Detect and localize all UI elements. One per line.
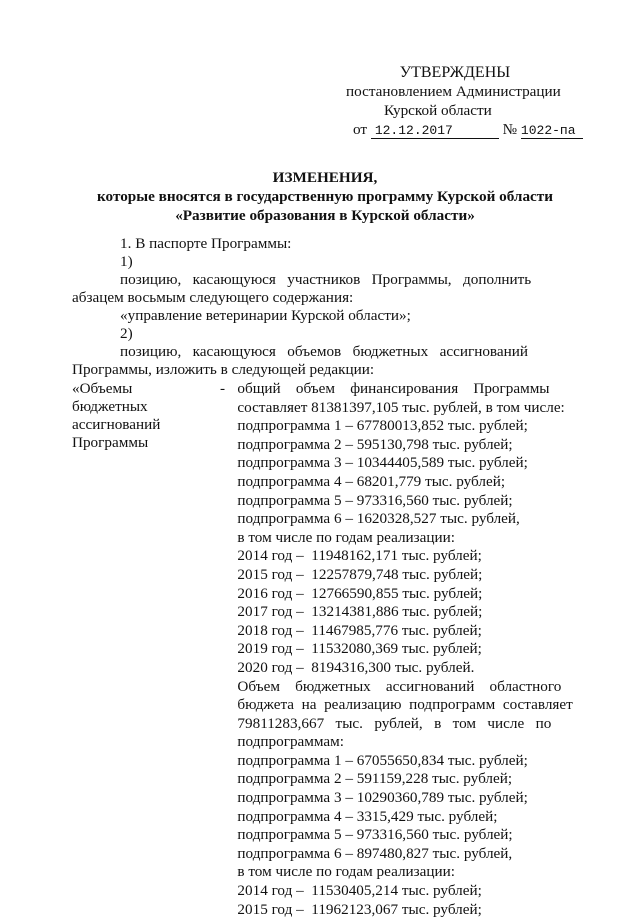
approval-date: 12.12.2017 [371,124,499,139]
approval-line-1: постановлением Администрации [346,83,561,100]
funding-line: общий объем финансирования Программы [237,380,550,397]
funding-line: подпрограмма 1 – 67055650,834 тыс. рублей; [237,751,528,769]
funding-dash: - [220,380,226,397]
funding-line: подпрограмма 3 – 10344405,589 тыс. рублей; [237,454,528,472]
funding-label-3: ассигнований [72,416,161,433]
document-body [72,235,578,919]
funding-line: подпрограмма 5 – 973316,560 тыс. рублей; [237,491,513,509]
funding-label-2: бюджетных [72,398,148,415]
paragraph-2-continuation: абзацем восьмым следующего содержания: [72,289,354,306]
funding-line: 2017 год – 13214381,886 тыс. рублей; [237,603,483,621]
paragraph-4-number: 2) [120,325,133,342]
approval-number: 1022-па [521,124,583,139]
approval-title: УТВЕРЖДЕНЫ [399,64,511,81]
funding-line: подпрограммам: [237,733,344,751]
approval-date-line [330,120,580,139]
funding-label-column [72,380,226,919]
heading-line-2: которые вносятся в государственную программу Курской области [97,188,553,205]
funding-line: подпрограмма 4 – 3315,429 тыс. рублей; [237,807,498,825]
paragraph-4-continuation: Программы, изложить в следующей редакции: [72,361,375,378]
funding-line: 2015 год – 11962123,067 тыс. рублей; [237,900,482,918]
funding-line: подпрограмма 2 – 591159,228 тыс. рублей; [237,770,513,788]
date-prefix: от [353,121,368,138]
funding-line: подпрограмма 6 – 1620328,527 тыс. рублей, [237,510,520,528]
funding-line: 2018 год – 11467985,776 тыс. рублей; [237,621,482,639]
funding-label-1: «Объемы [72,380,133,397]
funding-line: Объем бюджетных ассигнований областного [237,677,562,695]
approval-block [330,63,580,139]
funding-line: подпрограмма 6 – 897480,827 тыс. рублей, [237,844,513,862]
funding-line: 2014 год – 11948162,171 тыс. рублей; [237,547,482,565]
funding-line: составляет 81381397,105 тыс. рублей, в том числе: [237,398,565,416]
funding-line: 2014 год – 11530405,214 тыс. рублей; [237,882,482,900]
funding-line: подпрограмма 2 – 595130,798 тыс. рублей; [237,435,513,453]
approval-line-2: Курской области [384,102,492,119]
heading-line-1: ИЗМЕНЕНИЯ, [272,169,378,186]
paragraph-1: 1. В паспорте Программы: [120,235,292,252]
paragraph-3: «управление ветеринарии Курской области»; [120,307,411,324]
funding-line: подпрограмма 5 – 973316,560 тыс. рублей; [237,826,513,844]
funding-line: в том числе по годам реализации: [237,528,455,546]
paragraph-4 [72,325,578,361]
funding-line: подпрограмма 1 – 67780013,852 тыс. рублей; [237,417,528,435]
document-heading [60,168,590,225]
funding-details-column [237,380,578,919]
paragraph-2 [72,253,578,289]
funding-line: в том числе по годам реализации: [237,863,455,881]
funding-table [72,380,578,919]
funding-line: 2020 год – 8194316,300 тыс. рублей. [237,658,475,676]
funding-line: подпрограмма 3 – 10290360,789 тыс. рублей; [237,789,528,807]
funding-line: 2016 год – 12766590,855 тыс. рублей; [237,584,483,602]
funding-line: 2019 год – 11532080,369 тыс. рублей; [237,640,482,658]
paragraph-2-number: 1) [120,253,133,270]
funding-line: 79811283,667 тыс. рублей, в том числе по [237,714,552,732]
number-sign: № [502,121,518,138]
funding-line: подпрограмма 4 – 68201,779 тыс. рублей; [237,472,506,490]
funding-line: бюджета на реализацию подпрограмм составляет [237,696,573,714]
heading-line-3: «Развитие образования в Курской области» [175,207,475,224]
paragraph-2-text: позицию, касающуюся участников Программы, дополнить [120,271,532,288]
funding-line: 2015 год – 12257879,748 тыс. рублей; [237,565,483,583]
funding-label-4: Программы [72,434,149,451]
paragraph-4-text: позицию, касающуюся объемов бюджетных ассигнований [120,343,529,360]
